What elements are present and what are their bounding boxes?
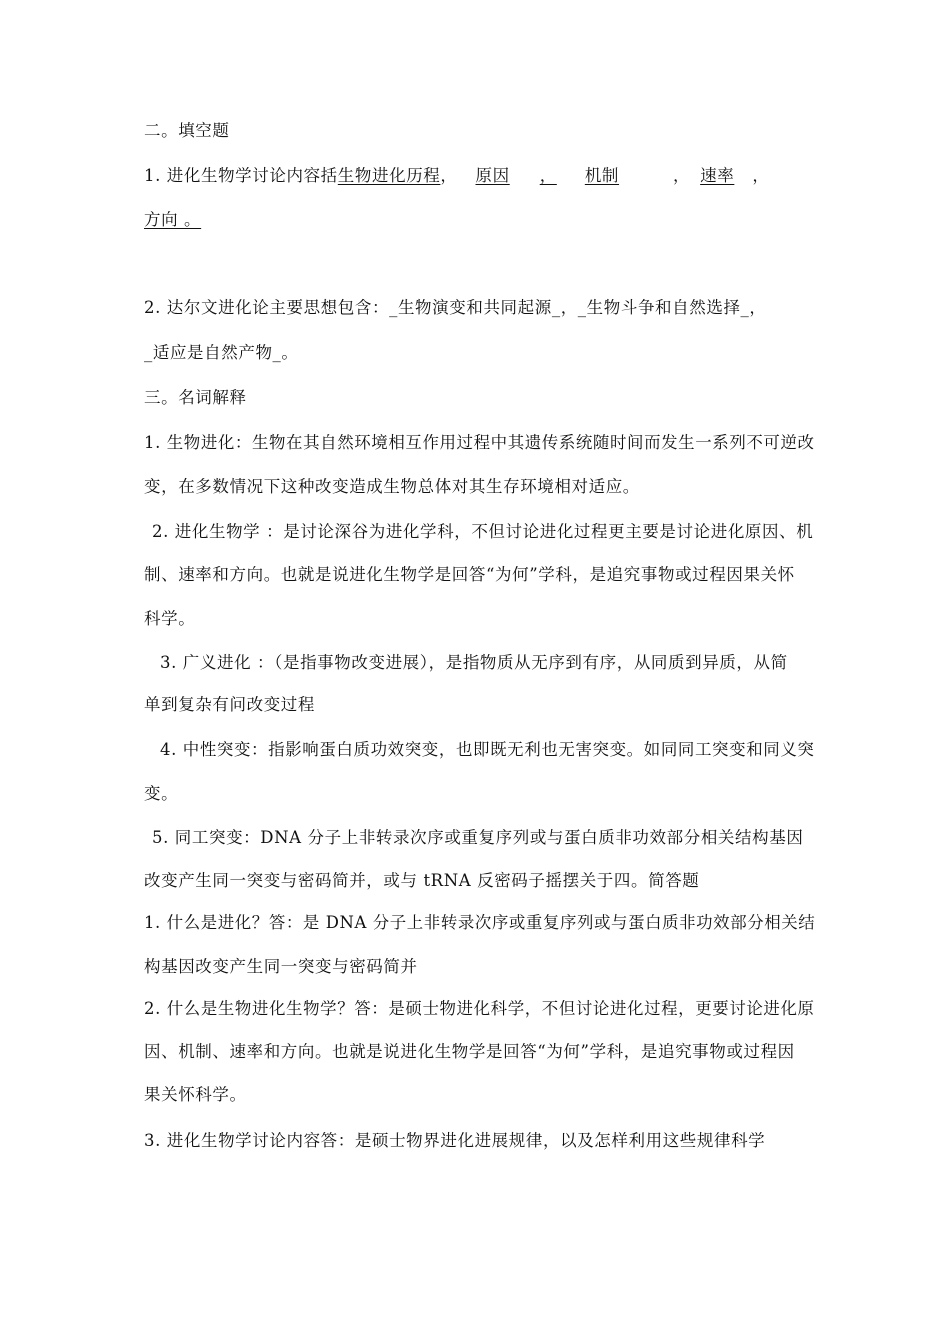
definition-2-line-2: 制、速率和方向。也就是说进化生物学是回答“为何”学科，是追究事物或过程因果关怀 <box>144 565 795 584</box>
answer-blank-2: 原因 ， <box>475 166 557 185</box>
question-2-line-1 <box>144 296 767 320</box>
definition-5-line-1: 5. 同工突变：DNA 分子上非转录次序或重复序列或与蛋白质非功效部分相关结构基因 <box>152 828 804 847</box>
question-1-prefix: 1. 进化生物学讨论内容括 <box>144 166 338 185</box>
question-1-line-2 <box>144 208 201 232</box>
separator: ， <box>752 166 770 185</box>
question-2-prefix: 2. 达尔文进化论主要思想包含： <box>144 298 390 317</box>
short-answer-3-line-1: 3. 进化生物学讨论内容答：是硕士物界进化进展规律，以及怎样利用这些规律科学 <box>144 1131 766 1150</box>
definition-2-line-1: 2. 进化生物学 ：是讨论深谷为进化学科，不但讨论进化过程更主要是讨论进化原因、机 <box>152 522 814 541</box>
question-2-line-2: _适应是自然产物_。 <box>144 343 299 362</box>
definition-5-line-2: 改变产生同一突变与密码简并，或与 tRNA 反密码子摇摆关于四。简答题 <box>144 871 700 890</box>
answer-2-part-1: _生物演变和共同起源_， <box>389 298 578 317</box>
answer-blank-4: 速率 <box>700 166 735 185</box>
answer-blank-5: 方向 。 <box>144 210 202 229</box>
definition-1-line-1: 1. 生物进化：生物在其自然环境相互作用过程中其遗传系统随时间而发生一系列不可逆改 <box>144 433 815 452</box>
answer-blank-1: 生物进化历程 <box>337 166 441 185</box>
section-heading-terms: 三。名词解释 <box>144 388 247 407</box>
definition-4-line-1: 4. 中性突变：指影响蛋白质功效突变，也即既无利也无害突变。如同同工突变和同义突 <box>160 740 815 759</box>
separator: ， <box>440 166 458 185</box>
answer-2-part-2: _生物斗争和自然选择_， <box>577 298 767 317</box>
short-answer-1-line-1: 1. 什么是进化？答：是 DNA 分子上非转录次序或重复序列或与蛋白质非功效部分相关结 <box>144 913 816 932</box>
answer-blank-3: 机制 <box>584 166 620 185</box>
definition-4-line-2: 变。 <box>144 784 179 803</box>
definition-2-line-3: 科学。 <box>144 609 196 628</box>
section-heading-fill-blank: 二。填空题 <box>144 121 230 140</box>
short-answer-2-line-1: 2. 什么是生物进化生物学？答：是硕士物进化科学，不但讨论进化过程，更要讨论进化原 <box>144 999 815 1018</box>
short-answer-2-line-3: 果关怀科学。 <box>144 1085 247 1104</box>
definition-3-line-1: 3. 广义进化 ：（是指事物改变进展），是指物质从无序到有序，从同质到异质，从简 <box>160 653 788 672</box>
question-1-line-1 <box>144 164 769 188</box>
short-answer-2-line-2: 因、机制、速率和方向。也就是说进化生物学是回答“为何”学科，是追究事物或过程因 <box>144 1042 795 1061</box>
definition-3-line-2: 单到复杂有问改变过程 <box>144 695 315 714</box>
short-answer-1-line-2: 构基因改变产生同一突变与密码简并 <box>144 957 418 976</box>
separator: ， <box>673 166 691 185</box>
definition-1-line-2: 变，在多数情况下这种改变造成生物总体对其生存环境相对适应。 <box>144 477 640 496</box>
